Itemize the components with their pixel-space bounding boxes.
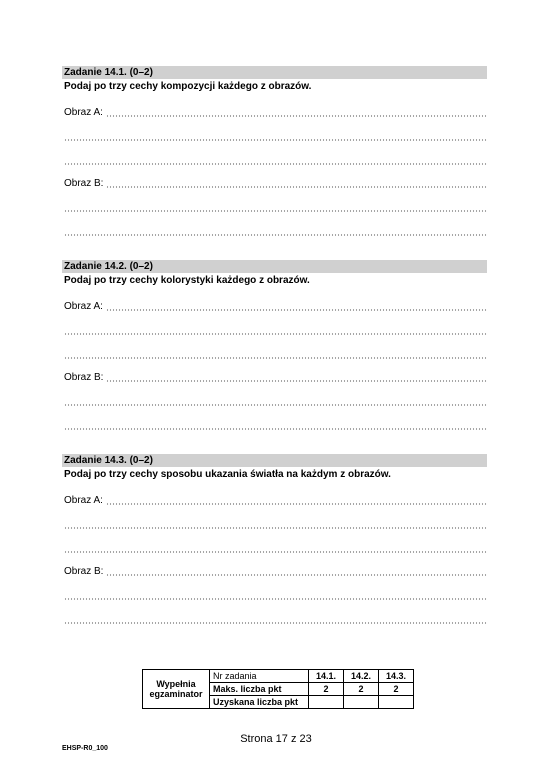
obraz-b-label: Obraz B: — [64, 372, 104, 383]
answer-line-b1[interactable] — [64, 565, 487, 579]
dotted-line — [64, 622, 487, 624]
answer-line-a2[interactable] — [64, 130, 487, 144]
answer-line-a1[interactable] — [64, 106, 487, 120]
answer-line-b2[interactable] — [64, 201, 487, 215]
max-points-cell: 2 — [379, 683, 414, 696]
obtained-points-cell[interactable] — [344, 696, 379, 709]
obraz-b-label: Obraz B: — [64, 566, 104, 577]
answer-line-b1[interactable] — [64, 371, 487, 385]
answer-line-a3[interactable] — [64, 154, 487, 168]
answer-line-b1[interactable] — [64, 177, 487, 191]
max-points-cell: 2 — [344, 683, 379, 696]
answer-line-a2[interactable] — [64, 518, 487, 532]
dotted-line — [64, 210, 487, 212]
dotted-line — [106, 574, 487, 576]
answer-line-b2[interactable] — [64, 589, 487, 603]
task-14-1 — [62, 66, 487, 189]
dotted-line — [64, 428, 487, 430]
examiner-label — [143, 670, 210, 709]
answer-line-a1[interactable] — [64, 494, 487, 508]
row-label-max-points: Maks. liczba pkt — [210, 683, 309, 696]
obtained-points-cell[interactable] — [379, 696, 414, 709]
dotted-line — [106, 186, 487, 188]
dotted-line — [106, 309, 487, 311]
answer-line-b2[interactable] — [64, 395, 487, 409]
dotted-line — [64, 333, 487, 335]
task-header: Zadanie 14.2. (0–2) — [62, 260, 487, 273]
dotted-line — [106, 380, 487, 382]
dotted-line — [64, 551, 487, 553]
task-header: Zadanie 14.3. (0–2) — [62, 454, 487, 467]
task-number-cell: 14.2. — [344, 670, 379, 683]
task-number-cell: 14.1. — [309, 670, 344, 683]
answer-line-b3[interactable] — [64, 419, 487, 433]
score-table — [142, 669, 414, 709]
dotted-line — [64, 139, 487, 141]
answer-line-b3[interactable] — [64, 225, 487, 239]
task-14-3 — [62, 454, 487, 577]
dotted-line — [64, 234, 487, 236]
max-points-cell: 2 — [309, 683, 344, 696]
task-prompt: Podaj po trzy cechy kompozycji każdego z obrazów. — [64, 81, 312, 92]
dotted-line — [64, 163, 487, 165]
examiner-label-line1: Wypełnia — [156, 679, 196, 689]
answer-line-a2[interactable] — [64, 324, 487, 338]
answer-line-b3[interactable] — [64, 613, 487, 627]
row-label-obtained-points: Uzyskana liczba pkt — [210, 696, 309, 709]
task-header: Zadanie 14.1. (0–2) — [62, 66, 487, 79]
exam-code: EHSP-R0_100 — [62, 745, 108, 752]
answer-line-a1[interactable] — [64, 300, 487, 314]
answer-line-a3[interactable] — [64, 542, 487, 556]
dotted-line — [106, 115, 487, 117]
examiner-label-line2: egzaminator — [149, 689, 203, 699]
obtained-points-cell[interactable] — [309, 696, 344, 709]
answer-line-a3[interactable] — [64, 348, 487, 362]
dotted-line — [106, 503, 487, 505]
task-number-cell: 14.3. — [379, 670, 414, 683]
dotted-line — [64, 404, 487, 406]
obraz-a-label: Obraz A: — [64, 495, 103, 506]
obraz-b-label: Obraz B: — [64, 178, 104, 189]
obraz-a-label: Obraz A: — [64, 107, 103, 118]
page-number: Strona 17 z 23 — [240, 733, 312, 745]
row-label-task-number: Nr zadania — [210, 670, 309, 683]
task-14-2 — [62, 260, 487, 383]
dotted-line — [64, 357, 487, 359]
task-prompt: Podaj po trzy cechy kolorystyki każdego z obrazów. — [64, 275, 310, 286]
dotted-line — [64, 527, 487, 529]
obraz-a-label: Obraz A: — [64, 301, 103, 312]
task-prompt: Podaj po trzy cechy sposobu ukazania światła na każdym z obrazów. — [64, 469, 391, 480]
dotted-line — [64, 598, 487, 600]
